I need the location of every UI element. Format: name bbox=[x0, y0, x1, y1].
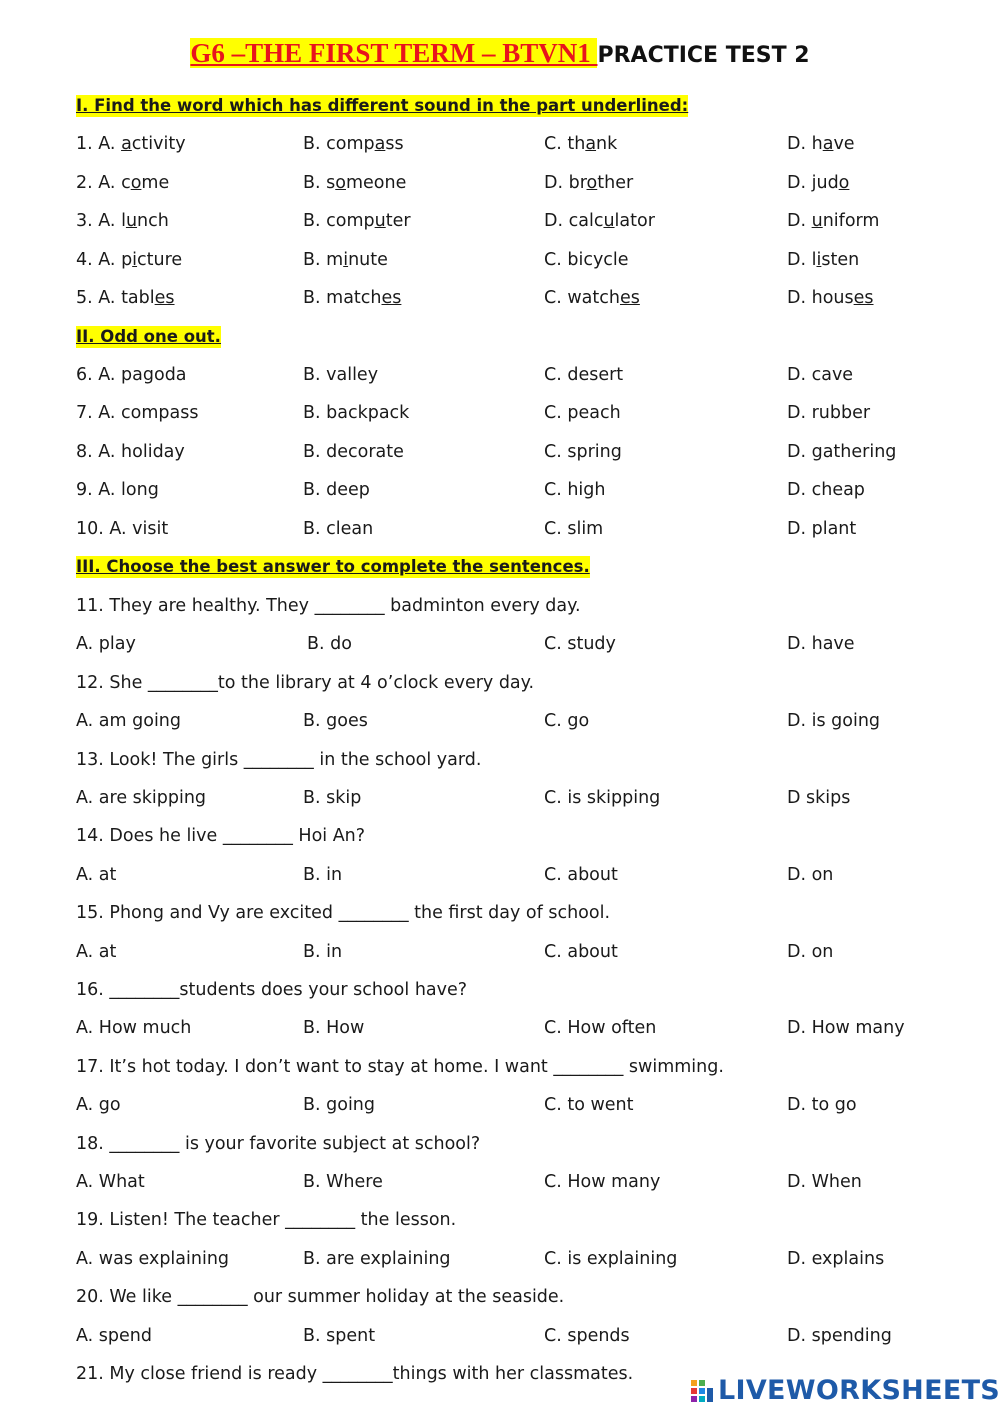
answer-option bbox=[76, 171, 169, 195]
word-part: nch bbox=[137, 211, 169, 231]
underlined-sound: u bbox=[811, 211, 823, 231]
answer-option: C. How often bbox=[544, 1018, 657, 1038]
answer-option: D. When bbox=[787, 1172, 862, 1192]
word-part: niform bbox=[822, 211, 880, 231]
liveworksheets-logo-icon bbox=[690, 1378, 714, 1404]
word-part: ther bbox=[597, 173, 634, 193]
option-prefix: B. bbox=[303, 211, 327, 231]
option-prefix: 1. A. bbox=[76, 134, 122, 154]
answer-option: C. slim bbox=[544, 519, 604, 539]
answer-option: B. clean bbox=[303, 519, 374, 539]
option-prefix: D. bbox=[787, 288, 812, 308]
question-sentence: 14. Does he live ________ Hoi An? bbox=[76, 826, 366, 846]
word-part: match bbox=[326, 288, 382, 308]
answer-option: A. are skipping bbox=[76, 788, 207, 808]
answer-option: B. How bbox=[303, 1018, 365, 1038]
option-prefix: B. bbox=[303, 250, 327, 270]
answer-option bbox=[303, 209, 411, 233]
answer-option: D. cave bbox=[787, 365, 854, 385]
answer-option: D. cheap bbox=[787, 480, 865, 500]
underlined-sound: i bbox=[343, 250, 349, 270]
answer-option: C. spends bbox=[544, 1326, 630, 1346]
option-prefix: C. bbox=[544, 250, 568, 270]
answer-option bbox=[76, 209, 169, 233]
answer-option: 8. A. holiday bbox=[76, 442, 185, 462]
option-prefix: C. bbox=[544, 134, 568, 154]
section-heading-pronunciation: I. Find the word which has different sound in the part underlined: bbox=[76, 96, 689, 115]
answer-option: D. rubber bbox=[787, 403, 871, 423]
answer-option bbox=[787, 248, 859, 272]
answer-option: A. was explaining bbox=[76, 1249, 230, 1269]
option-prefix: 3. A. bbox=[76, 211, 122, 231]
answer-option: A. play bbox=[76, 634, 136, 654]
answer-option: C. peach bbox=[544, 403, 621, 423]
underlined-sound: o bbox=[838, 173, 850, 193]
answer-option bbox=[303, 132, 404, 156]
answer-option bbox=[303, 286, 401, 310]
answer-option: D. gathering bbox=[787, 442, 897, 462]
answer-option bbox=[76, 248, 182, 272]
question-sentence: 17. It’s hot today. I don’t want to stay at home. I want ________ swimming. bbox=[76, 1057, 724, 1077]
question-sentence: 11. They are healthy. They ________ badminton every day. bbox=[76, 596, 581, 616]
word-part: comp bbox=[326, 134, 375, 154]
word-part: calc bbox=[568, 211, 604, 231]
answer-option: D. to go bbox=[787, 1095, 857, 1115]
underlined-sound: es bbox=[381, 288, 402, 308]
word-part: lator bbox=[614, 211, 655, 231]
answer-option bbox=[544, 209, 655, 233]
underlined-sound: i bbox=[816, 250, 822, 270]
answer-option: A. What bbox=[76, 1172, 145, 1192]
answer-option: D. plant bbox=[787, 519, 857, 539]
answer-option bbox=[76, 132, 186, 156]
answer-option: 7. A. compass bbox=[76, 403, 199, 423]
section-heading-odd-one-out: II. Odd one out. bbox=[76, 327, 221, 346]
underlined-sound: es bbox=[154, 288, 175, 308]
option-prefix: D. bbox=[544, 211, 569, 231]
underlined-sound: o bbox=[586, 173, 598, 193]
answer-option: 10. A. visit bbox=[76, 519, 169, 539]
answer-option: C. to went bbox=[544, 1095, 634, 1115]
answer-option: B. backpack bbox=[303, 403, 410, 423]
answer-option: D. explains bbox=[787, 1249, 885, 1269]
underlined-sound: u bbox=[603, 211, 615, 231]
logo-text: LIVEWORKSHEETS bbox=[718, 1375, 1000, 1406]
option-prefix: D. bbox=[544, 173, 569, 193]
underlined-sound: es bbox=[853, 288, 874, 308]
option-prefix: 2. A. bbox=[76, 173, 122, 193]
word-part: ve bbox=[833, 134, 855, 154]
word-part: ter bbox=[385, 211, 411, 231]
answer-option: 9. A. long bbox=[76, 480, 159, 500]
option-prefix: B. bbox=[303, 288, 327, 308]
answer-option: C. spring bbox=[544, 442, 622, 462]
answer-option: B. spent bbox=[303, 1326, 376, 1346]
word-part: comp bbox=[326, 211, 375, 231]
word-part: p bbox=[121, 250, 133, 270]
underlined-sound: a bbox=[374, 134, 386, 154]
word-part: c bbox=[121, 173, 131, 193]
answer-option: B. are explaining bbox=[303, 1249, 451, 1269]
answer-option: B. valley bbox=[303, 365, 379, 385]
word-part: s bbox=[326, 173, 336, 193]
answer-option: C. study bbox=[544, 634, 616, 654]
answer-option bbox=[787, 286, 874, 310]
answer-option: D. is going bbox=[787, 711, 881, 731]
word-part: tabl bbox=[121, 288, 155, 308]
answer-option bbox=[303, 171, 406, 195]
question-sentence: 19. Listen! The teacher ________ the lesson. bbox=[76, 1210, 457, 1230]
answer-option bbox=[544, 132, 617, 156]
answer-option: D. have bbox=[787, 634, 855, 654]
answer-option: A. am going bbox=[76, 711, 181, 731]
word-part: meone bbox=[345, 173, 407, 193]
page-title bbox=[0, 38, 1000, 69]
underlined-sound: i bbox=[132, 250, 138, 270]
option-prefix: B. bbox=[303, 134, 327, 154]
answer-option bbox=[544, 286, 640, 310]
title-part-red: G6 –THE FIRST TERM – BTVN1 bbox=[190, 38, 598, 68]
underlined-sound: a bbox=[585, 134, 597, 154]
answer-option: D skips bbox=[787, 788, 851, 808]
option-prefix: 4. A. bbox=[76, 250, 122, 270]
underlined-sound: o bbox=[335, 173, 346, 193]
answer-option bbox=[303, 248, 388, 272]
answer-option: B. going bbox=[303, 1095, 376, 1115]
option-prefix: D. bbox=[787, 134, 812, 154]
answer-option: B. goes bbox=[303, 711, 368, 731]
question-sentence: 16. ________students does your school have? bbox=[76, 980, 468, 1000]
option-prefix: D. bbox=[787, 173, 812, 193]
word-part: ss bbox=[385, 134, 404, 154]
liveworksheets-logo bbox=[690, 1374, 1000, 1408]
answer-option: A. at bbox=[76, 942, 117, 962]
word-part: hous bbox=[811, 288, 854, 308]
question-sentence: 18. ________ is your favorite subject at school? bbox=[76, 1134, 481, 1154]
answer-option: C. high bbox=[544, 480, 606, 500]
answer-option: B. deep bbox=[303, 480, 370, 500]
answer-option bbox=[544, 171, 633, 195]
underlined-sound: es bbox=[619, 288, 640, 308]
word-part: sten bbox=[821, 250, 860, 270]
answer-option: D. How many bbox=[787, 1018, 905, 1038]
underlined-sound: u bbox=[374, 211, 386, 231]
answer-option: C. desert bbox=[544, 365, 624, 385]
word-part: nk bbox=[596, 134, 618, 154]
option-prefix: B. bbox=[303, 173, 327, 193]
answer-option: A. go bbox=[76, 1095, 121, 1115]
answer-option: B. in bbox=[303, 942, 343, 962]
word-part: cture bbox=[137, 250, 183, 270]
answer-option: C. is skipping bbox=[544, 788, 661, 808]
section-heading-choose-best-answer: III. Choose the best answer to complete the sentences. bbox=[76, 557, 590, 576]
answer-option: B. in bbox=[303, 865, 343, 885]
question-sentence: 12. She ________to the library at 4 o’clock every day. bbox=[76, 673, 535, 693]
answer-option: B. skip bbox=[303, 788, 362, 808]
word-part: jud bbox=[811, 173, 839, 193]
answer-option: D. on bbox=[787, 865, 834, 885]
answer-option: B. do bbox=[307, 634, 352, 654]
answer-option: C. How many bbox=[544, 1172, 661, 1192]
answer-option: D. on bbox=[787, 942, 834, 962]
option-prefix: D. bbox=[787, 211, 812, 231]
word-part: l bbox=[121, 211, 126, 231]
answer-option: C. about bbox=[544, 865, 618, 885]
answer-option bbox=[787, 132, 855, 156]
answer-option: C. about bbox=[544, 942, 618, 962]
word-part: bicycle bbox=[567, 250, 629, 270]
answer-option bbox=[544, 248, 629, 272]
answer-option: C. is explaining bbox=[544, 1249, 678, 1269]
word-part: watch bbox=[567, 288, 620, 308]
question-sentence: 20. We like ________ our summer holiday at the seaside. bbox=[76, 1287, 565, 1307]
word-part: m bbox=[326, 250, 344, 270]
word-part: h bbox=[811, 134, 823, 154]
answer-option: A. at bbox=[76, 865, 117, 885]
answer-option: 6. A. pagoda bbox=[76, 365, 187, 385]
question-sentence: 15. Phong and Vy are excited ________ the first day of school. bbox=[76, 903, 611, 923]
question-sentence: 13. Look! The girls ________ in the school yard. bbox=[76, 750, 482, 770]
underlined-sound: o bbox=[130, 173, 142, 193]
answer-option: A. How much bbox=[76, 1018, 192, 1038]
answer-option bbox=[787, 171, 849, 195]
underlined-sound: a bbox=[121, 134, 132, 154]
word-part: l bbox=[811, 250, 817, 270]
word-part: nute bbox=[348, 250, 388, 270]
answer-option: B. decorate bbox=[303, 442, 404, 462]
option-prefix: 5. A. bbox=[76, 288, 122, 308]
question-sentence: 21. My close friend is ready ________things with her classmates. bbox=[76, 1364, 634, 1384]
word-part: me bbox=[141, 173, 170, 193]
word-part: br bbox=[568, 173, 587, 193]
title-part-black: PRACTICE TEST 2 bbox=[597, 43, 810, 68]
option-prefix: D. bbox=[787, 250, 812, 270]
answer-option: D. spending bbox=[787, 1326, 892, 1346]
underlined-sound: a bbox=[822, 134, 834, 154]
answer-option bbox=[787, 209, 879, 233]
answer-option: A. spend bbox=[76, 1326, 152, 1346]
answer-option bbox=[76, 286, 175, 310]
option-prefix: C. bbox=[544, 288, 568, 308]
answer-option: C. go bbox=[544, 711, 590, 731]
word-part: ctivity bbox=[131, 134, 186, 154]
underlined-sound: u bbox=[125, 211, 138, 231]
word-part: th bbox=[567, 134, 586, 154]
answer-option: B. Where bbox=[303, 1172, 383, 1192]
